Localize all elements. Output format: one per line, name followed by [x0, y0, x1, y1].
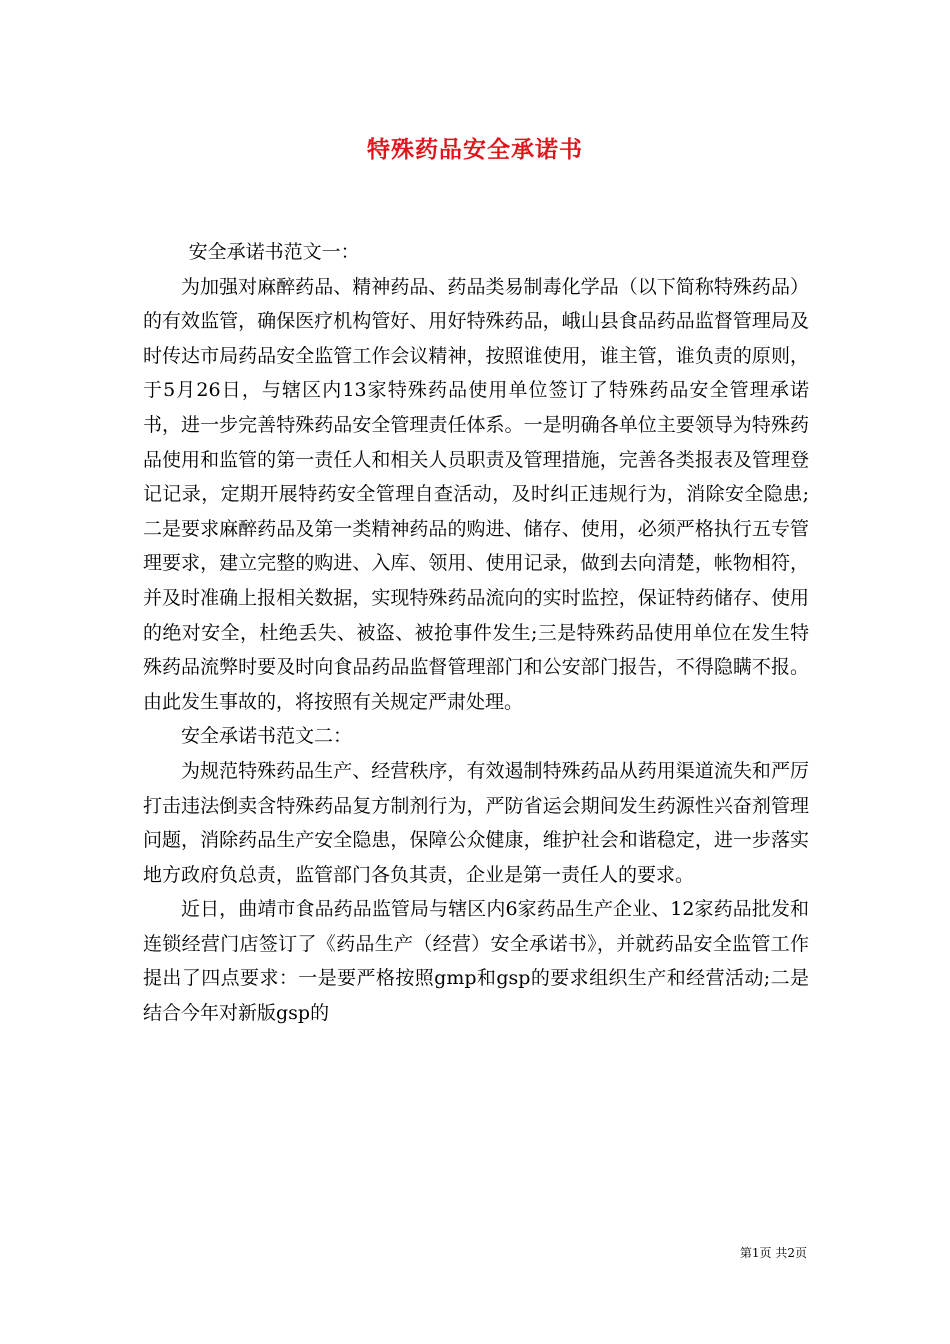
- paragraph-1: 为加强对麻醉药品、精神药品、药品类易制毒化学品（以下简称特殊药品）的有效监管，确保医疗机构管好、用好特殊药品，峨山县食品药品监督管理局及时传达市局药品安全监管工作会议精神，按照谁使用，谁主管，谁负责的原则，于5月26日，与辖区内13家特殊药品使用单位签订了特殊药品安全管理承诺书，进一步完善特殊药品安全管理责任体系。一是明确各单位主要领导为特殊药品使用和监管的第一责任人和相关人员职责及管理措施，完善各类报表及管理登记记录，定期开展特药安全管理自查活动，及时纠正违规行为，消除安全隐患;二是要求麻醉药品及第一类精神药品的购进、储存、使用，必须严格执行五专管理要求，建立完整的购进、入库、领用、使用记录，做到去向清楚，帐物相符，并及时准确上报相关数据，实现特殊药品流向的实时监控，保证特药储存、使用的绝对安全，杜绝丢失、被盗、被抢事件发生;三是特殊药品使用单位在发生特殊药品流弊时要及时向食品药品监督管理部门和公安部门报告，不得隐瞒不报。由此发生事故的，将按照有关规定严肃处理。: [143, 275, 809, 713]
- page-number: 第1页 共2页: [739, 1246, 807, 1260]
- section-heading-1: 安全承诺书范文一：: [188, 241, 360, 263]
- paragraph-3: 近日，曲靖市食品药品监管局与辖区内6家药品生产企业、12家药品批发和连锁经营门店签订了《药品生产（经营）安全承诺书》，并就药品安全监管工作提出了四点要求：一是要严格按照gmp和gsp的要求组织生产和经营活动;二是结合今年对新版gsp的: [143, 898, 809, 1025]
- page-title: 特殊药品安全承诺书: [367, 136, 583, 163]
- section-heading-2: 安全承诺书范文二：: [181, 725, 353, 748]
- paragraph-2: 为规范特殊药品生产、经营秩序，有效遏制特殊药品从药用渠道流失和严厉打击违法倒卖含特殊药品复方制剂行为，严防省运会期间发生药源性兴奋剂管理问题，消除药品生产安全隐患，保障公众健康，维护社会和谐稳定，进一步落实地方政府负总责，监管部门各负其责，企业是第一责任人的要求。: [143, 759, 809, 886]
- document-body: [143, 235, 809, 1031]
